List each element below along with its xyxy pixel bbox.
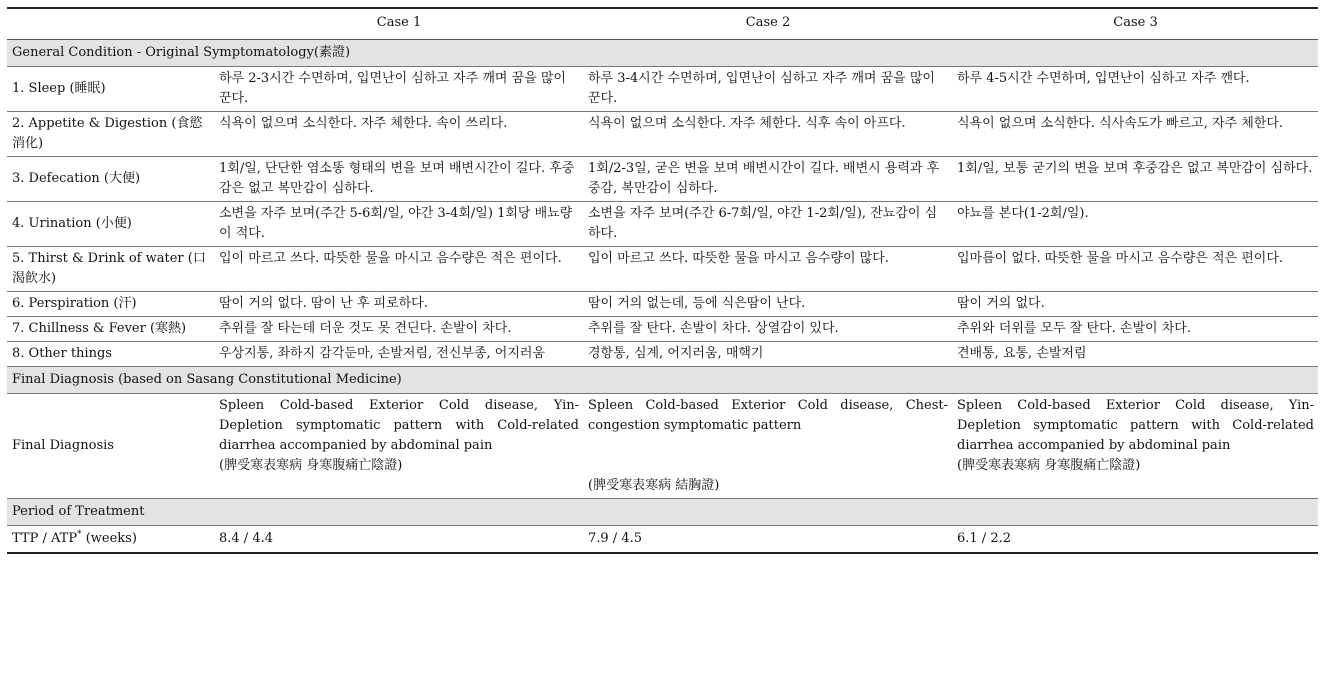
case-1-cell: 소변을 자주 보며(주간 5-6회/일, 야간 3-4회/일) 1회당 배뇨량이 적다. [214,202,583,247]
row-label: 8. Other things [7,342,214,367]
case-2-cell: 1회/2-3일, 굳은 변을 보며 배변시간이 길다. 배변시 용력과 후중감, 복만감이 심하다. [583,157,952,202]
table-row [7,394,1318,499]
table-row [7,526,1318,554]
section-title: Period of Treatment [7,499,1318,526]
case-1-cell: 하루 2-3시간 수면하며, 입면난이 심하고 자주 깨며 꿈을 많이 꾼다. [214,67,583,112]
table-row [7,157,1318,202]
case-1-cell: 8.4 / 4.4 [214,526,583,554]
table-row [7,317,1318,342]
case-1-cell: 땀이 거의 없다. 땀이 난 후 피로하다. [214,292,583,317]
table-row [7,202,1318,247]
row-label: 5. Thirst & Drink of water (口渴飮水) [7,247,214,292]
case-3-cell [952,394,1318,499]
diagnosis-en: Spleen Cold-based Exterior Cold disease, Chest-congestion symptomatic pattern [588,398,948,433]
header-case-1: Case 1 [214,8,583,40]
diagnosis-cn: (脾受寒表寒病 身寒腹痛亡陰證) [957,458,1141,473]
row-label: 4. Urination (小便) [7,202,214,247]
row-label-unit: (weeks) [85,531,137,546]
header-blank [7,8,214,40]
case-2-cell: 식욕이 없으며 소식한다. 자주 체한다. 식후 속이 아프다. [583,112,952,157]
case-3-cell: 입마름이 없다. 따뜻한 물을 마시고 음수량은 적은 편이다. [952,247,1318,292]
diagnosis-cn: (脾受寒表寒病 身寒腹痛亡陰證) [219,458,403,473]
case-1-cell: 1회/일, 단단한 염소똥 형태의 변을 보며 배변시간이 길다. 후중감은 없고 복만감이 심하다. [214,157,583,202]
diagnosis-en: Spleen Cold-based Exterior Cold disease, Yin-Depletion symptomatic pattern with Cold-related diarrhea accompanied by abdominal pain [219,398,579,453]
case-3-cell: 야뇨를 본다(1-2회/일). [952,202,1318,247]
case-3-cell: 견배통, 요통, 손발저림 [952,342,1318,367]
row-label: 3. Defecation (大便) [7,157,214,202]
case-3-cell: 6.1 / 2.2 [952,526,1318,554]
case-2-cell: 추위를 잘 탄다. 손발이 차다. 상열감이 있다. [583,317,952,342]
table-row [7,342,1318,367]
row-label-main: TTP / ATP [12,531,78,546]
row-label: Final Diagnosis [7,394,214,499]
case-1-cell: 추위를 잘 타는데 더운 것도 못 견딘다. 손발이 차다. [214,317,583,342]
case-2-cell [583,394,952,499]
row-label: 1. Sleep (睡眠) [7,67,214,112]
row-label [7,526,214,554]
case-3-cell: 1회/일, 보통 굳기의 변을 보며 후중감은 없고 복만감이 심하다. [952,157,1318,202]
footnote-marker: * [77,529,82,540]
case-2-cell: 입이 마르고 쓰다. 따뜻한 물을 마시고 음수량이 많다. [583,247,952,292]
row-label: 7. Chillness & Fever (寒熱) [7,317,214,342]
diagnosis-cn: (脾受寒表寒病 結胸證) [588,478,720,493]
table-row [7,247,1318,292]
case-2-cell: 땀이 거의 없는데, 등에 식은땀이 난다. [583,292,952,317]
case-1-cell: 입이 마르고 쓰다. 따뜻한 물을 마시고 음수량은 적은 편이다. [214,247,583,292]
case-2-cell: 7.9 / 4.5 [583,526,952,554]
section-title: General Condition - Original Symptomatology(素證) [7,40,1318,67]
case-1-cell: 식욕이 없으며 소식한다. 자주 체한다. 속이 쓰리다. [214,112,583,157]
section-final-diagnosis [7,367,1318,394]
section-general-condition [7,40,1318,67]
case-2-cell: 경항통, 심계, 어지러움, 매핵기 [583,342,952,367]
header-case-2: Case 2 [583,8,952,40]
spacer [588,456,948,476]
case-3-cell: 땀이 거의 없다. [952,292,1318,317]
table-row [7,67,1318,112]
case-2-cell: 소변을 자주 보며(주간 6-7회/일, 야간 1-2회/일), 잔뇨감이 심하다. [583,202,952,247]
table-row [7,292,1318,317]
case-2-cell: 하루 3-4시간 수면하며, 입면난이 심하고 자주 깨며 꿈을 많이 꾼다. [583,67,952,112]
diagnosis-en: Spleen Cold-based Exterior Cold disease, Yin-Depletion symptomatic pattern with Cold-related diarrhea accompanied by abdominal pain [957,398,1314,453]
spacer [588,436,948,456]
table-header [7,8,1318,40]
section-title: Final Diagnosis (based on Sasang Constitutional Medicine) [7,367,1318,394]
case-3-cell: 식욕이 없으며 소식한다. 식사속도가 빠르고, 자주 체한다. [952,112,1318,157]
case-comparison-table [7,7,1318,554]
case-1-cell: 우상지통, 좌하지 감각둔마, 손발저림, 전신부종, 어지러움 [214,342,583,367]
case-1-cell [214,394,583,499]
table-row [7,112,1318,157]
row-label: 6. Perspiration (汗) [7,292,214,317]
row-label: 2. Appetite & Digestion (食慾消化) [7,112,214,157]
case-3-cell: 하루 4-5시간 수면하며, 입면난이 심하고 자주 깬다. [952,67,1318,112]
section-period-of-treatment [7,499,1318,526]
header-case-3: Case 3 [952,8,1318,40]
case-3-cell: 추위와 더위를 모두 잘 탄다. 손발이 차다. [952,317,1318,342]
